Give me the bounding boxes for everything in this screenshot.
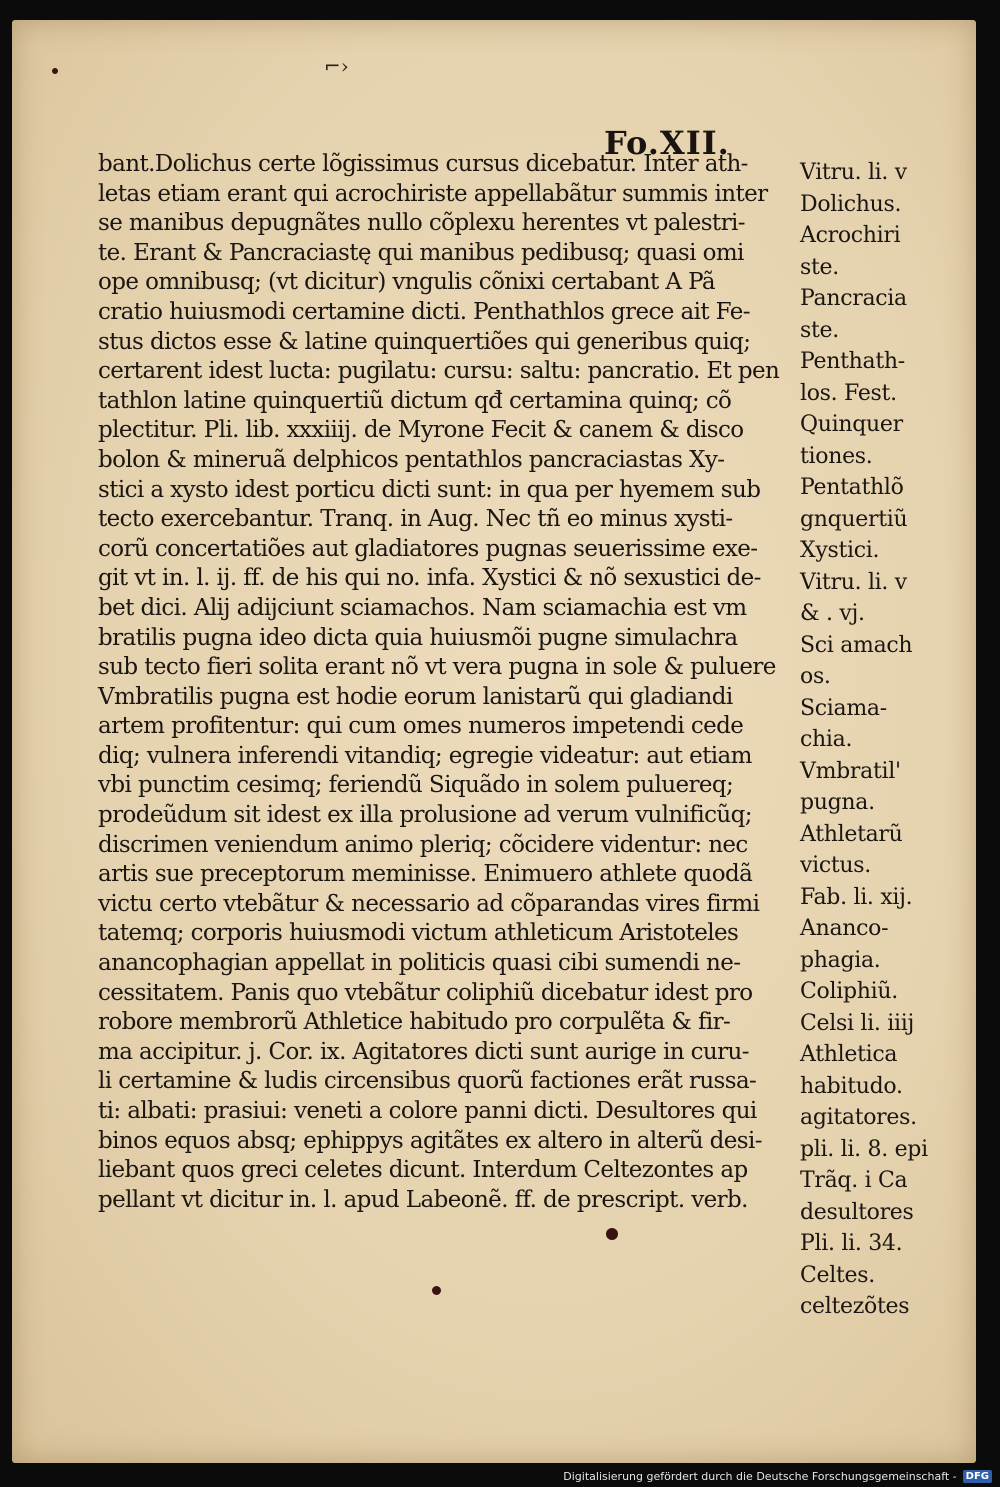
text-line: tecto exercebantur. Tranq. in Aug. Nec tñ eo minus xysti- bbox=[98, 506, 733, 533]
text-line: bratilis pugna ideo dicta quia huiusmõi pugne simulachra bbox=[98, 624, 738, 651]
text-line: liebant quos greci celetes dicunt. Interdum Celtezontes ap bbox=[98, 1157, 748, 1184]
book-page bbox=[12, 20, 976, 1463]
margin-note: ste. bbox=[800, 254, 839, 280]
margin-note: chia. bbox=[800, 727, 853, 752]
margin-note: pugna. bbox=[800, 790, 875, 815]
margin-note: Vmbratil' bbox=[800, 758, 901, 784]
text-line: ma accipitur. j. Cor. ix. Agitatores dicti sunt aurige in curu- bbox=[98, 1038, 749, 1065]
margin-note: & . vj. bbox=[800, 601, 865, 626]
text-line: cessitatem. Panis quo vtebãtur coliphiũ dicebatur idest pro bbox=[98, 979, 753, 1006]
text-line: Vmbratilis pugna est hodie eorum lanistarũ qui gladiandi bbox=[98, 683, 733, 710]
text-line: ti: albati: prasiui: veneti a colore panni dicti. Desultores qui bbox=[98, 1098, 757, 1124]
margin-note: los. Fest. bbox=[800, 380, 897, 406]
text-line: pellant vt dicitur in. l. apud Labeonẽ. ff. de prescript. verb. bbox=[98, 1186, 748, 1213]
margin-note: Athletarũ bbox=[800, 821, 903, 847]
margin-note: agitatores. bbox=[800, 1105, 917, 1130]
margin-note: ste. bbox=[800, 317, 839, 343]
margin-note: Acrochiri bbox=[800, 223, 901, 248]
text-line: tatemq; corporis huiusmodi victum athleticum Aristoteles bbox=[98, 920, 739, 947]
margin-note: gnquertiũ bbox=[800, 506, 908, 532]
text-line: binos equos absq; ephippys agitãtes ex altero in alterũ desi- bbox=[98, 1127, 762, 1154]
margin-note: Celsi li. iiij bbox=[800, 1010, 914, 1036]
margin-notes-column bbox=[800, 157, 970, 1323]
text-line: robore membrorũ Athletice habitudo pro corpulẽta & fir- bbox=[98, 1009, 731, 1036]
margin-note: Sciama- bbox=[800, 695, 887, 721]
text-line: victu certo vtebãtur & necessario ad cõparandas vires firmi bbox=[98, 890, 760, 917]
margin-note: Trãq. i Ca bbox=[800, 1168, 908, 1193]
text-line: cratio huiusmodi certamine dicti. Penthathlos grece ait Fe- bbox=[98, 298, 750, 325]
margin-note: phagia. bbox=[800, 947, 881, 973]
text-line: se manibus depugnãtes nullo cõplexu herentes vt palestri- bbox=[98, 210, 745, 237]
ink-spot bbox=[52, 68, 58, 74]
text-line: git vt in. l. ij. ff. de his qui no. infa. Xystici & nõ sexustici de- bbox=[98, 565, 761, 592]
text-line: vbi punctim cesimq; feriendũ Siquãdo in solem puluereq; bbox=[98, 772, 734, 799]
text-line: te. Erant & Pancraciastę qui manibus pedibusq; quasi omi bbox=[98, 239, 744, 266]
text-line: plectitur. Pli. lib. xxxiiij. de Myrone Fecit & canem & disco bbox=[98, 417, 744, 444]
ink-spot bbox=[606, 1228, 618, 1240]
margin-note: victus. bbox=[800, 853, 871, 878]
margin-note: Ananco- bbox=[800, 916, 889, 941]
margin-note: Vitru. li. v bbox=[800, 160, 907, 185]
margin-note: pli. li. 8. epi bbox=[800, 1136, 928, 1162]
text-line: certarent idest lucta: pugilatu: cursu: saltu: pancratio. Et pen bbox=[98, 358, 780, 385]
text-line: ope omnibusq; (vt dicitur) vngulis cõnixi certabant A Pã bbox=[98, 269, 716, 296]
margin-note: celtezõtes bbox=[800, 1294, 910, 1319]
text-line: anancophagian appellat in politicis quasi cibi sumendi ne- bbox=[98, 950, 741, 977]
text-line: bolon & mineruã delphicos pentathlos pancraciastas Xy- bbox=[98, 446, 725, 473]
margin-note: Pancracia bbox=[800, 286, 907, 311]
margin-note: Fab. li. xij. bbox=[800, 884, 913, 910]
text-line: artis sue preceptorum meminisse. Enimuero athlete quodã bbox=[98, 861, 753, 888]
margin-note: habitudo. bbox=[800, 1073, 903, 1099]
text-line: stus dictos esse & latine quinquertiões qui generibus quiq; bbox=[98, 328, 751, 355]
margin-note: Penthath- bbox=[800, 349, 905, 374]
margin-note: Pentathlõ bbox=[800, 475, 904, 500]
text-line: sub tecto fieri solita erant nõ vt vera pugna in sole & puluere bbox=[98, 654, 776, 681]
text-line: discrimen veniendum animo pleriq; cõcidere videntur: nec bbox=[98, 831, 748, 858]
footer-credit: Digitalisierung gefördert durch die Deutsche Forschungsgemeinschaft - bbox=[563, 1469, 957, 1483]
margin-note: Xystici. bbox=[800, 538, 880, 563]
footer-bar bbox=[0, 1466, 992, 1486]
margin-note: Dolichus. bbox=[800, 191, 902, 217]
margin-note: Celtes. bbox=[800, 1262, 875, 1288]
margin-note: Quinquer bbox=[800, 412, 903, 437]
folio-number: Fo.XII. bbox=[604, 124, 730, 162]
text-line: bet dici. Alij adijciunt sciamachos. Nam sciamachia est vm bbox=[98, 594, 747, 621]
main-text-block bbox=[98, 150, 798, 1215]
margin-note: Coliphiũ. bbox=[800, 979, 898, 1004]
text-line: letas etiam erant qui acrochiriste appellabãtur summis inter bbox=[98, 180, 768, 207]
dfg-logo: DFG bbox=[963, 1470, 992, 1483]
margin-note: Vitru. li. v bbox=[800, 569, 907, 595]
text-line: li certamine & ludis circensibus quorũ factiones erãt russa- bbox=[98, 1068, 757, 1095]
text-line: artem profitentur: qui cum omes numeros impetendi cede bbox=[98, 713, 744, 740]
margin-note: os. bbox=[800, 664, 831, 689]
text-line: bant.Dolichus certe lõgissimus cursus dicebatur. Inter ath- bbox=[98, 151, 748, 177]
margin-note: Sci amach bbox=[800, 632, 913, 658]
margin-note: Pli. li. 34. bbox=[800, 1231, 903, 1256]
text-line: corũ concertatiões aut gladiatores pugnas seuerissime exe- bbox=[98, 535, 758, 562]
margin-note: tiones. bbox=[800, 443, 873, 469]
text-line: prodeũdum sit idest ex illa prolusione ad verum vulnificũq; bbox=[98, 802, 752, 829]
page-tick-mark: ⌐› bbox=[324, 54, 349, 78]
text-line: stici a xysto idest porticu dicti sunt: in qua per hyemem sub bbox=[98, 476, 761, 503]
ink-spot bbox=[432, 1286, 441, 1295]
margin-note: desultores bbox=[800, 1199, 914, 1225]
margin-note: Athletica bbox=[800, 1042, 898, 1067]
text-line: diq; vulnera inferendi vitandiq; egregie videatur: aut etiam bbox=[98, 742, 752, 769]
text-line: tathlon latine quinquertiũ dictum qđ certamina quinq; cõ bbox=[98, 387, 732, 414]
